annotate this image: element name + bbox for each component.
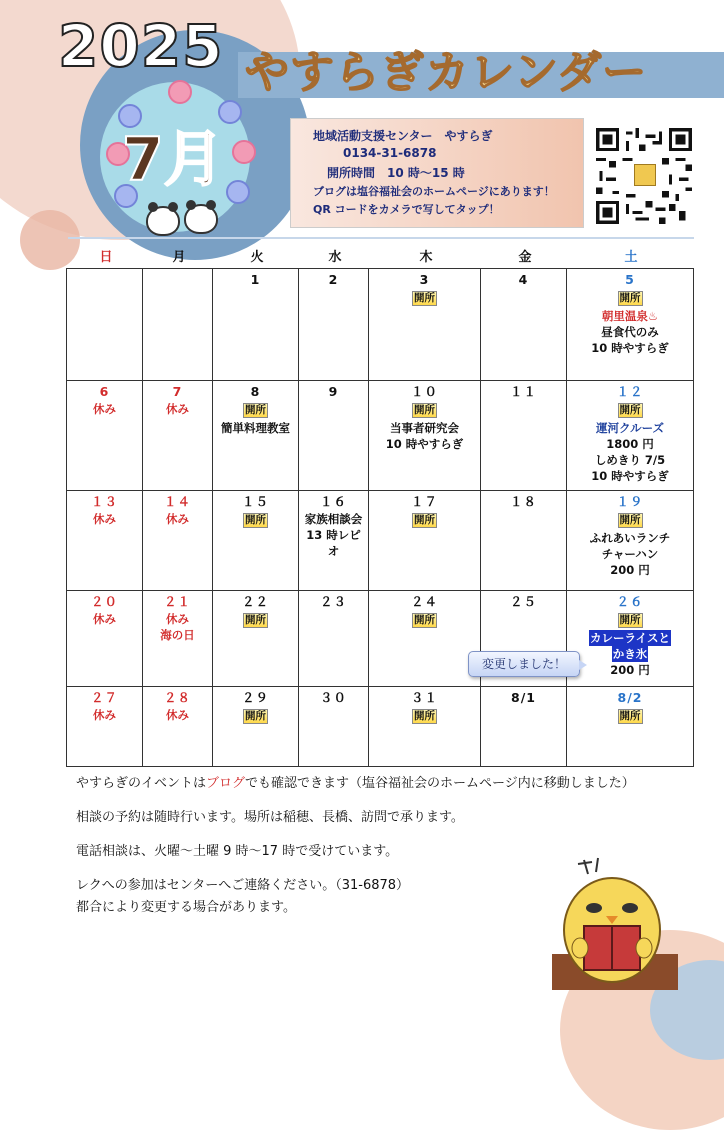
weekday-fri: 金 [518, 250, 532, 265]
chick-reading-icon [548, 850, 678, 990]
day-number: 4 [518, 272, 529, 287]
calendar-title: やすらぎカレンダー [245, 47, 648, 98]
info-box [290, 118, 584, 228]
info-phone: 0134-31-6878 [343, 146, 437, 160]
calendar-grid [66, 268, 694, 767]
event-note: 休み [93, 402, 116, 416]
morning-glory-icon [226, 180, 250, 204]
calendar-day-cell-mon[interactable] [143, 687, 213, 767]
weekday-sun: 日 [99, 250, 113, 265]
open-badge: 開所 [619, 614, 641, 626]
event-note: 13 時レピオ [306, 528, 361, 558]
footer-line-phone: 電話相談は、火曜～土曜 9 時～17 時で受けています。 [76, 844, 399, 859]
calendar-day-cell-fri[interactable] [481, 381, 567, 491]
event-note: カレーライスと [589, 631, 671, 645]
calendar-day-cell-sat[interactable] [567, 591, 694, 687]
event-note: 休み [166, 612, 189, 626]
day-number: １８ [509, 494, 537, 509]
weekday-thu: 木 [419, 250, 433, 265]
calendar-day-cell-wed[interactable] [299, 381, 369, 491]
day-number: 9 [328, 384, 339, 399]
info-center-name: 地域活動支援センター やすらぎ [313, 129, 493, 143]
day-number [69, 272, 140, 288]
calendar-day-cell-sat[interactable] [567, 269, 694, 381]
calendar-day-cell-sat[interactable] [567, 491, 694, 591]
calendar-day-cell-sun[interactable] [67, 381, 143, 491]
day-number: ２５ [509, 594, 537, 609]
day-number: １４ [163, 494, 191, 509]
open-badge: 開所 [414, 404, 435, 416]
calendar-day-cell-thu[interactable] [369, 491, 481, 591]
event-note: 10 時やすらぎ [591, 341, 669, 355]
day-number: １３ [90, 494, 118, 509]
event-note: ふれあいランチ [589, 531, 671, 545]
calendar-day-cell-thu[interactable] [369, 591, 481, 687]
changed-callout: 変更しました！ [468, 651, 580, 677]
day-number: １０ [410, 384, 438, 399]
calendar-week-row [67, 591, 694, 687]
calendar-day-cell-thu[interactable] [369, 381, 481, 491]
day-number: １６ [319, 494, 347, 509]
panda-icon [146, 206, 180, 236]
day-number: ３１ [410, 690, 438, 705]
event-note: 運河クルーズ [595, 421, 665, 435]
day-number: ２２ [241, 594, 269, 609]
calendar-day-cell-wed[interactable] [299, 491, 369, 591]
day-number: 8 [250, 384, 261, 399]
day-number: 1 [250, 272, 261, 287]
calendar-day-cell-fri[interactable] [481, 491, 567, 591]
calendar-day-cell-tue[interactable] [213, 591, 299, 687]
month-label: 7月 [122, 125, 224, 195]
day-number: 6 [99, 384, 110, 399]
day-number: ２３ [319, 594, 347, 609]
weekday-mon: 月 [172, 250, 186, 265]
open-badge: 開所 [619, 292, 641, 304]
event-note: 休み [166, 708, 189, 722]
open-badge: 開所 [414, 514, 435, 526]
day-number: 7 [172, 384, 183, 399]
calendar-day-cell-tue[interactable] [213, 491, 299, 591]
event-note: 10 時やすらぎ [591, 469, 669, 483]
morning-glory-icon [168, 80, 192, 104]
event-note: 休み [93, 512, 116, 526]
calendar-day-cell-sun[interactable] [67, 687, 143, 767]
day-number: 8/1 [511, 690, 536, 705]
header-divider [68, 237, 694, 239]
event-note: 家族相談会 [304, 512, 363, 526]
day-number: １５ [241, 494, 269, 509]
calendar-day-cell-mon[interactable] [143, 591, 213, 687]
event-note: 簡単料理教室 [221, 421, 290, 435]
day-number: 5 [625, 272, 635, 287]
weekday-tue: 火 [250, 250, 264, 265]
day-number: ２４ [410, 594, 438, 609]
day-number: １１ [509, 384, 537, 399]
day-number: １７ [410, 494, 438, 509]
calendar-day-cell-fri[interactable] [481, 269, 567, 381]
event-note: 200 円 [610, 663, 650, 677]
event-note: 休み [166, 512, 189, 526]
event-note: 休み [166, 402, 189, 416]
open-badge: 開所 [245, 614, 266, 626]
event-note: 10 時やすらぎ [385, 437, 464, 451]
calendar-day-cell-fri[interactable] [481, 687, 567, 767]
calendar-day-cell-sat[interactable] [567, 687, 694, 767]
open-badge: 開所 [619, 404, 641, 416]
day-number: ２６ [616, 594, 644, 609]
calendar-week-row [67, 269, 694, 381]
day-number: ２１ [163, 594, 191, 609]
open-badge: 開所 [245, 514, 266, 526]
event-note: 200 円 [610, 563, 650, 577]
calendar-day-cell-mon[interactable] [143, 269, 213, 381]
day-number [145, 272, 210, 288]
calendar-day-cell-sun[interactable] [67, 269, 143, 381]
calendar-week-row [67, 491, 694, 591]
calendar-day-cell-wed[interactable] [299, 687, 369, 767]
blog-link[interactable]: ブログ [206, 776, 246, 791]
day-number: ２９ [241, 690, 269, 705]
panda-icon [184, 204, 218, 234]
weekday-row [68, 246, 694, 264]
event-note: 海の日 [160, 628, 195, 642]
calendar-day-cell-wed[interactable] [299, 591, 369, 687]
calendar-day-cell-sun[interactable] [67, 491, 143, 591]
calendar-week-row [67, 687, 694, 767]
day-number: 8/2 [617, 690, 643, 705]
calendar-week-row [67, 381, 694, 491]
calendar-day-cell-tue[interactable] [213, 381, 299, 491]
event-note: 休み [93, 708, 116, 722]
event-note: 昼食代のみ [601, 325, 659, 339]
open-badge: 開所 [619, 710, 641, 722]
calendar-day-cell-sun[interactable] [67, 591, 143, 687]
calendar-day-cell-mon[interactable] [143, 381, 213, 491]
open-badge: 開所 [619, 514, 641, 526]
day-number: ２０ [90, 594, 118, 609]
qr-center-logo-icon [634, 164, 656, 186]
footer-line-change: 都合により変更する場合があります。 [76, 900, 296, 915]
event-note: かき氷 [612, 647, 648, 661]
day-number: 3 [419, 272, 430, 287]
day-number: 2 [328, 272, 339, 287]
open-badge: 開所 [245, 404, 266, 416]
open-badge: 開所 [414, 614, 435, 626]
info-qr-hint: QR コードをカメラで写してタップ！ [313, 203, 500, 216]
event-note: 1800 円 [606, 437, 654, 451]
event-note: 朝里温泉♨ [601, 309, 659, 323]
day-number: ２７ [90, 690, 118, 705]
calendar-day-cell-thu[interactable] [369, 687, 481, 767]
open-badge: 開所 [245, 710, 266, 722]
event-note: チャーハン [601, 547, 659, 561]
open-badge: 開所 [414, 292, 435, 304]
day-number: ３０ [319, 690, 347, 705]
day-number: １２ [616, 384, 644, 399]
year-label: 2025 [58, 12, 224, 80]
info-blog: ブログは塩谷福祉会のホームページにあります！ [313, 185, 555, 198]
day-number: ２８ [163, 690, 191, 705]
footer-line-blog: やすらぎのイベントはブログでも確認できます（塩谷福祉会のホームページ内に移動しました） [76, 776, 635, 791]
morning-glory-icon [232, 140, 256, 164]
footer-line-contact: レクへの参加はセンターへご連絡ください。（31-6878） [76, 878, 410, 893]
footer-line-consult: 相談の予約は随時行います。場所は稲穂、長橋、訪問で承ります。 [76, 810, 464, 825]
event-note: しめきり 7/5 [594, 453, 666, 467]
weekday-wed: 水 [328, 250, 342, 265]
event-note: 休み [93, 612, 116, 626]
weekday-sat: 土 [624, 250, 638, 265]
day-number: １９ [616, 494, 644, 509]
calendar-day-cell-thu[interactable] [369, 269, 481, 381]
calendar-day-cell-sat[interactable] [567, 381, 694, 491]
info-hours: 開所時間 10 時～15 時 [327, 166, 465, 180]
event-note: 当事者研究会 [390, 421, 459, 435]
calendar-day-cell-mon[interactable] [143, 491, 213, 591]
calendar-day-cell-tue[interactable] [213, 269, 299, 381]
calendar-day-cell-wed[interactable] [299, 269, 369, 381]
open-badge: 開所 [414, 710, 435, 722]
calendar-day-cell-tue[interactable] [213, 687, 299, 767]
